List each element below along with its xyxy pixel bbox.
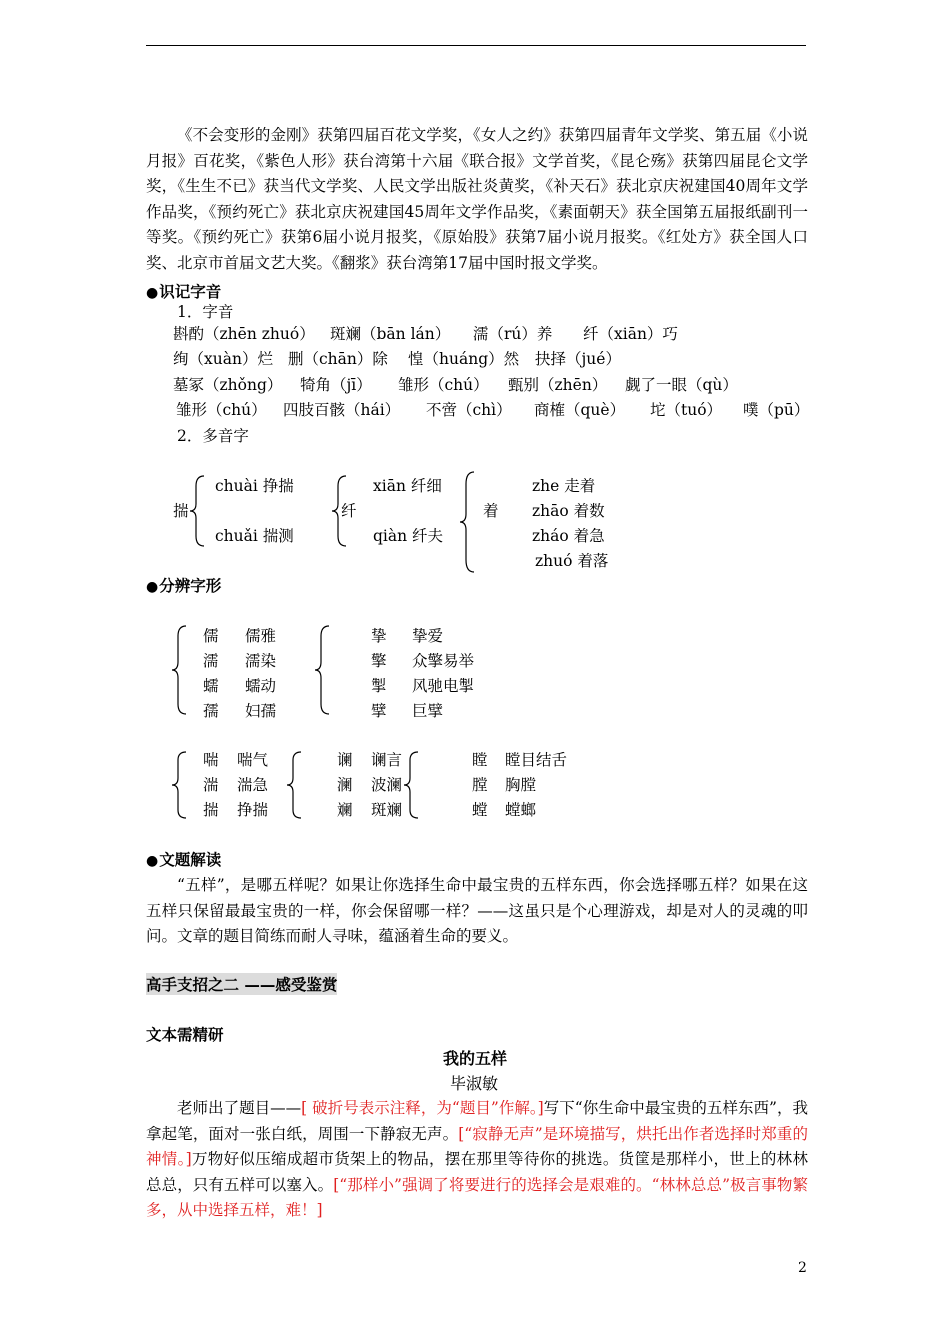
heading-text: 识记字音 — [159, 283, 222, 301]
glyph-word: 巨擘 — [412, 702, 444, 720]
brace-icon — [170, 750, 190, 820]
glyph-char: 瞠 — [472, 751, 488, 769]
pron-item: 雏形（chú） — [176, 401, 267, 419]
article-text: 老师出了题目—— — [177, 1099, 302, 1117]
pron-item: 斑斓（bān lán） — [330, 325, 451, 343]
pron-item: 觑了一眼（qù） — [625, 376, 738, 394]
glyph-word: 波澜 — [371, 776, 403, 794]
poly-reading: zhuó 着落 — [535, 552, 609, 570]
glyph-word: 湍急 — [237, 776, 269, 794]
pron-item: 不啻（chì） — [426, 401, 512, 419]
glyph-word: 儒雅 — [245, 627, 277, 645]
article-annotation: [“寂静无声”是环境描写，烘托出作者选择时郑重的神情。] — [146, 1124, 808, 1168]
poly-reading: xiān 纤细 — [373, 477, 442, 495]
heading-text: 分辨字形 — [159, 577, 222, 595]
pron-item: 删（chān）除 — [288, 350, 388, 368]
heading-title-reading — [146, 848, 221, 870]
poly-reading: chuài 挣揣 — [215, 477, 294, 495]
pron-item: 噗（pū） — [743, 401, 810, 419]
glyph-char: 膛 — [472, 776, 488, 794]
poly-reading: zháo 着急 — [532, 527, 605, 545]
brace-icon — [170, 624, 190, 716]
pron-item: 雏形（chú） — [398, 376, 489, 394]
glyph-word: 谰言 — [371, 751, 403, 769]
article-author: 毕淑敏 — [450, 1074, 499, 1093]
heading-text: 文题解读 — [159, 851, 222, 869]
article-annotation: [ 破折号表示注释，为“题目”作解。] — [301, 1099, 544, 1117]
glyph-char: 湍 — [203, 776, 219, 794]
header-rule — [146, 45, 806, 46]
glyph-char: 儒 — [203, 627, 219, 645]
glyph-char: 谰 — [337, 751, 353, 769]
pron-item: 四肢百骸（hái） — [283, 401, 401, 419]
glyph-word: 喘气 — [237, 751, 269, 769]
glyph-word: 挣揣 — [237, 801, 269, 819]
glyph-char: 蠕 — [203, 677, 219, 695]
pron-item: 墓冢（zhǒng） — [173, 376, 283, 394]
brace-icon — [402, 750, 422, 820]
poly-char: 纤 — [341, 502, 357, 520]
pron-item: 濡（rú）养 — [473, 325, 553, 343]
article-text: 万物好似压缩成超市货架上的物品，摆在那里等待你的挑选。货筐是那样小，世上的林林总总，只有五样可以塞入。 — [146, 1150, 808, 1194]
poly-char: 揣 — [173, 502, 189, 520]
article-paragraph — [146, 1096, 808, 1224]
title-reading-paragraph: “五样”，是哪五样呢？如果让你选择生命中最宝贵的五样东西，你会选择哪五样？如果在这五样只保留最最宝贵的一样，你会保留哪一样？——这虽只是个心理游戏，却是对人的灵魂的叩问。文章的题目简练而耐人寻味，蕴涵着生命的要义。 — [146, 876, 808, 945]
glyph-char: 濡 — [203, 652, 219, 670]
brace-icon — [285, 750, 305, 820]
bullet-icon: ● — [146, 285, 159, 301]
bullet-icon: ● — [146, 579, 159, 595]
page-number: 2 — [798, 1260, 807, 1276]
glyph-word: 胸膛 — [505, 776, 537, 794]
heading-glyphs — [146, 574, 221, 596]
glyph-word: 螳螂 — [505, 801, 537, 819]
glyph-word: 蠕动 — [245, 677, 277, 695]
bullet-icon: ● — [146, 853, 159, 869]
pron-item: 甄别（zhēn） — [508, 376, 608, 394]
glyph-char: 喘 — [203, 751, 219, 769]
sub-heading-polyphones: 2．多音字 — [177, 427, 249, 445]
pron-item: 抉择（jué） — [535, 350, 621, 368]
glyph-word: 濡染 — [245, 652, 277, 670]
glyph-char: 澜 — [337, 776, 353, 794]
poly-reading: chuǎi 揣测 — [215, 527, 294, 545]
brace-icon — [313, 624, 333, 716]
pron-item: 坨（tuó） — [650, 401, 723, 419]
intro-paragraph: 《不会变形的金刚》获第四届百花文学奖，《女人之约》获第四届青年文学奖、第五届《小说月报》百花奖，《紫色人形》获台湾第十六届《联合报》文学首奖，《昆仑殇》获第四届昆仑文学奖，《生生不已》获当代文学奖、人民文学出版社炎黄奖，《补天石》获北京庆祝建国40周年文学作品奖，《预约死亡》获北京庆祝建国45周年文学作品奖，《素面朝天》获全国第五届报纸副刊一等奖。《预约死亡》获第6届小说月报奖，《原始股》获第7届小说月报奖。《红处方》获全国人口奖、北京市首届文艺大奖。《翻浆》获台湾第17届中国时报文学奖。 — [146, 126, 808, 272]
glyph-char: 擘 — [371, 702, 387, 720]
glyph-word: 瞠目结舌 — [505, 751, 568, 769]
pron-item: 纤（xiān）巧 — [583, 325, 678, 343]
sub-heading-pronunciation: 1．字音 — [177, 303, 234, 321]
section2-subheading: 文本需精研 — [146, 1026, 224, 1044]
glyph-word: 挚爱 — [412, 627, 444, 645]
poly-reading: zhe 走着 — [532, 477, 596, 495]
glyph-char: 掣 — [371, 677, 387, 695]
pron-item: 绚（xuàn）烂 — [173, 350, 273, 368]
article-text: 写下“你生命中最宝贵的五样东西”，我拿起笔，面对一张白纸，周围一下静寂无声。 — [146, 1099, 808, 1143]
pron-item: 犄角（jī） — [300, 376, 372, 394]
glyph-char: 斓 — [337, 801, 353, 819]
glyph-char: 挚 — [371, 627, 387, 645]
glyph-word: 风驰电掣 — [412, 677, 475, 695]
poly-reading: zhāo 着数 — [532, 502, 605, 520]
brace-icon — [458, 470, 478, 574]
glyph-char: 孺 — [203, 702, 219, 720]
pron-item: 商榷（què） — [534, 401, 626, 419]
pron-item: 惶（huáng）然 — [408, 350, 520, 368]
brace-icon — [188, 474, 208, 548]
glyph-char: 螳 — [472, 801, 488, 819]
glyph-word: 斑斓 — [371, 801, 403, 819]
heading-pronunciation — [146, 280, 221, 302]
section2-heading: 高手支招之二 ——感受鉴赏 — [146, 973, 337, 995]
glyph-word: 众擎易举 — [412, 652, 475, 670]
article-annotation: [“那样小”强调了将要进行的选择会是艰难的。“林林总总”极言事物繁多，从中选择五样，难！] — [146, 1175, 808, 1219]
glyph-char: 擎 — [371, 652, 387, 670]
glyph-word: 妇孺 — [245, 702, 277, 720]
article-title: 我的五样 — [443, 1049, 508, 1068]
poly-reading: qiàn 纤夫 — [373, 527, 444, 545]
pron-item: 斟酌（zhēn zhuó） — [173, 325, 315, 343]
glyph-char: 揣 — [203, 801, 219, 819]
poly-char: 着 — [483, 502, 499, 520]
